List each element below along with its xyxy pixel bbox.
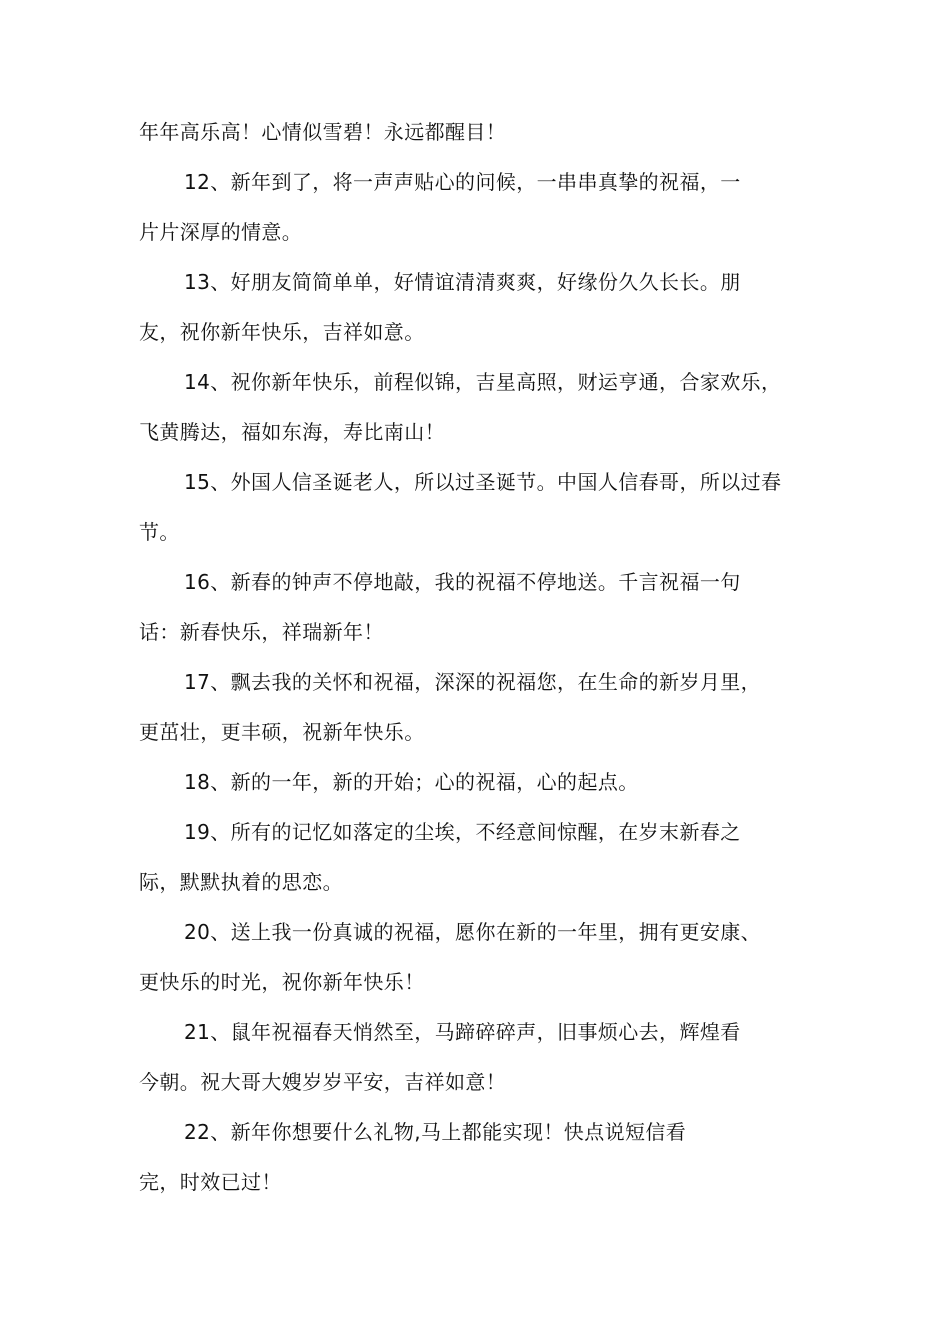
list-item-14-line-2: 飞黄腾达，福如东海，寿比南山！: [139, 420, 445, 444]
list-item-13-line-2: 友，祝你新年快乐，吉祥如意。: [139, 320, 425, 344]
list-item-17-line-2: 更茁壮，更丰硕，祝新年快乐。: [139, 720, 425, 744]
list-item-20-line-2: 更快乐的时光，祝你新年快乐！: [139, 970, 425, 994]
list-item-16-line-1: 16、新春的钟声不停地敲，我的祝福不停地送。千言祝福一句: [184, 570, 741, 594]
list-item-12-line-1: 12、新年到了，将一声声贴心的问候，一串串真挚的祝福，一: [184, 170, 741, 194]
list-item-18-line-1: 18、新的一年，新的开始；心的祝福，心的起点。: [184, 770, 639, 794]
list-item-21-line-1: 21、鼠年祝福春天悄然至，马蹄碎碎声，旧事烦心去，辉煌看: [184, 1020, 741, 1044]
list-item-15-line-1: 15、外国人信圣诞老人，所以过圣诞节。中国人信春哥，所以过春: [184, 470, 782, 494]
list-item-14-line-1: 14、祝你新年快乐，前程似锦，吉星高照，财运亨通，合家欢乐，: [184, 370, 782, 394]
list-item-22-line-2: 完，时效已过！: [139, 1170, 282, 1194]
list-item-12-line-2: 片片深厚的情意。: [139, 220, 303, 244]
list-item-22-line-1: 22、新年你想要什么礼物,马上都能实现！快点说短信看: [184, 1120, 687, 1144]
list-item-19-line-1: 19、所有的记忆如落定的尘埃，不经意间惊醒，在岁末新春之: [184, 820, 741, 844]
list-item-19-line-2: 际，默默执着的思恋。: [139, 870, 343, 894]
list-item-16-line-2: 话：新春快乐，祥瑞新年！: [139, 620, 384, 644]
list-item-13-line-1: 13、好朋友简简单单，好情谊清清爽爽，好缘份久久长长。朋: [184, 270, 741, 294]
list-item-20-line-1: 20、送上我一份真诚的祝福，愿你在新的一年里，拥有更安康、: [184, 920, 762, 944]
list-item-21-line-2: 今朝。祝大哥大嫂岁岁平安，吉祥如意！: [139, 1070, 507, 1094]
list-item-17-line-1: 17、飘去我的关怀和祝福，深深的祝福您，在生命的新岁月里，: [184, 670, 762, 694]
text-line: 年年高乐高！心情似雪碧！永远都醒目！: [139, 120, 507, 144]
list-item-15-line-2: 节。: [139, 520, 180, 544]
